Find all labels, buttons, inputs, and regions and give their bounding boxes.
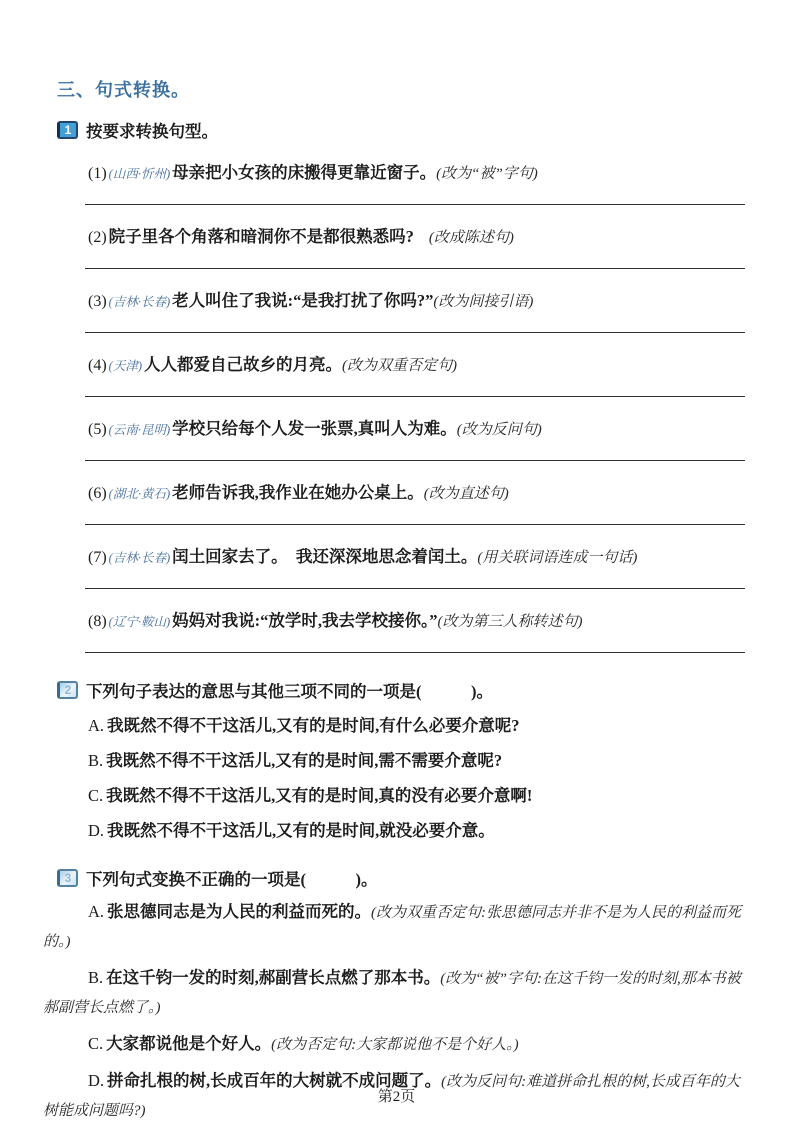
instruction-note: (改为“被”字句:在这千钧一发的时刻,那本书被郝副营长点燃了。) — [43, 971, 741, 1016]
option-label: A. — [88, 716, 105, 735]
answer-line — [85, 268, 745, 270]
option-label: C. — [88, 786, 104, 805]
option-label: A. — [88, 902, 105, 921]
region-tag: (湖北·黄石) — [108, 487, 171, 501]
q2-option-b — [88, 750, 793, 772]
answer-line — [85, 396, 745, 398]
subquestion-8 — [88, 610, 793, 633]
instruction-note: (改为反问句) — [456, 422, 542, 438]
section-title: 三、句式转换。 — [57, 80, 190, 100]
subquestion-5 — [88, 418, 793, 441]
option-text: 大家都说他是个好人。 — [106, 1034, 272, 1053]
subquestion-7 — [88, 546, 793, 569]
q2-option-d — [88, 820, 793, 842]
question-number-badge: 3 — [57, 869, 78, 887]
item-number: (5) — [88, 421, 107, 438]
question-1-prompt: 按要求转换句型。 — [86, 122, 218, 141]
instruction-note: (改为第三人称转述句) — [437, 614, 583, 630]
sentence-text: 老人叫住了我说:“是我打扰了你吗?” — [172, 291, 434, 310]
region-tag: (辽宁·鞍山) — [108, 615, 171, 629]
option-text: 张思德同志是为人民的利益而死的。 — [107, 902, 372, 921]
question-2-header — [57, 678, 793, 702]
answer-line — [85, 204, 745, 206]
instruction-note: (改为否定句:大家都说他不是个好人。) — [271, 1037, 519, 1053]
q3-option-c — [43, 1030, 750, 1059]
sentence-text: 院子里各个角落和暗洞你不是都很熟悉吗? — [108, 227, 414, 246]
option-text: 我既然不得不干这活儿,又有的是时间,有什么必要介意呢? — [107, 716, 520, 735]
item-number: (2) — [88, 229, 107, 246]
sentence-text: 学校只给每个人发一张票,真叫人为难。 — [172, 419, 457, 438]
instruction-note: (改为双重否定句) — [341, 358, 457, 374]
region-tag: (吉林·长春) — [108, 551, 171, 565]
question-number-badge: 1 — [57, 121, 78, 139]
subquestion-3 — [88, 290, 793, 313]
question-3-header — [57, 866, 793, 890]
question-1-header — [57, 118, 793, 142]
q3-option-a — [43, 898, 750, 956]
region-tag: (云南·昆明) — [108, 423, 171, 437]
region-tag: (山西·忻州) — [108, 167, 171, 181]
option-label: B. — [88, 968, 104, 987]
option-label: D. — [88, 821, 105, 840]
option-text: 我既然不得不干这活儿,又有的是时间,需不需要介意呢? — [106, 751, 503, 770]
sentence-text: 老师告诉我,我作业在她办公桌上。 — [172, 483, 424, 502]
answer-line — [85, 524, 745, 526]
instruction-note: (改为间接引语) — [433, 294, 534, 310]
sentence-text: 闰土回家去了。 我还深深地思念着闰土。 — [172, 547, 478, 566]
item-number: (8) — [88, 613, 107, 630]
option-label: C. — [88, 1034, 104, 1053]
option-text: 在这千钧一发的时刻,郝副营长点燃了那本书。 — [106, 968, 441, 987]
q3-option-b — [43, 964, 750, 1022]
q2-option-a — [88, 715, 793, 737]
instruction-note: (用关联词语连成一句话) — [477, 550, 638, 566]
instruction-note: (改为反问句:难道拼命扎根的树,长成百年的大树能成问题吗?) — [43, 1074, 740, 1119]
option-text: 我既然不得不干这活儿,又有的是时间,真的没有必要介意啊! — [106, 786, 533, 805]
option-text: 拼命扎根的树,长成百年的大树就不成问题了。 — [107, 1071, 442, 1090]
instruction-note: (改成陈述句) — [413, 230, 514, 246]
subquestion-1 — [88, 162, 793, 185]
region-tag: (吉林·长春) — [108, 295, 171, 309]
item-number: (3) — [88, 293, 107, 310]
instruction-note: (改为“被”字句) — [436, 166, 538, 182]
subquestion-2 — [88, 226, 793, 249]
item-number: (7) — [88, 549, 107, 566]
question-3-prompt: 下列句式变换不正确的一项是( )。 — [86, 870, 378, 889]
region-tag: (天津) — [108, 359, 142, 373]
q2-option-c — [88, 785, 793, 807]
answer-line — [85, 652, 745, 654]
sentence-text: 人人都爱自己故乡的月亮。 — [143, 355, 342, 374]
instruction-note: (改为直述句) — [423, 486, 509, 502]
subquestion-6 — [88, 482, 793, 505]
answer-line — [85, 460, 745, 462]
option-label: B. — [88, 751, 104, 770]
answer-line — [85, 588, 745, 590]
option-text: 我既然不得不干这活儿,又有的是时间,就没必要介意。 — [107, 821, 495, 840]
answer-line — [85, 332, 745, 334]
option-label: D. — [88, 1071, 105, 1090]
subquestion-4 — [88, 354, 793, 377]
instruction-note: (改为双重否定句:张思德同志并非不是为人民的利益而死的。) — [43, 905, 742, 950]
question-number-badge: 2 — [57, 681, 78, 699]
question-2-prompt: 下列句子表达的意思与其他三项不同的一项是( )。 — [86, 682, 493, 701]
item-number: (4) — [88, 357, 107, 374]
sentence-text: 母亲把小女孩的床搬得更靠近窗子。 — [172, 163, 437, 182]
page-number: 第2页 — [377, 1089, 416, 1105]
item-number: (6) — [88, 485, 107, 502]
sentence-text: 妈妈对我说:“放学时,我去学校接你。” — [172, 611, 438, 630]
item-number: (1) — [88, 165, 107, 182]
